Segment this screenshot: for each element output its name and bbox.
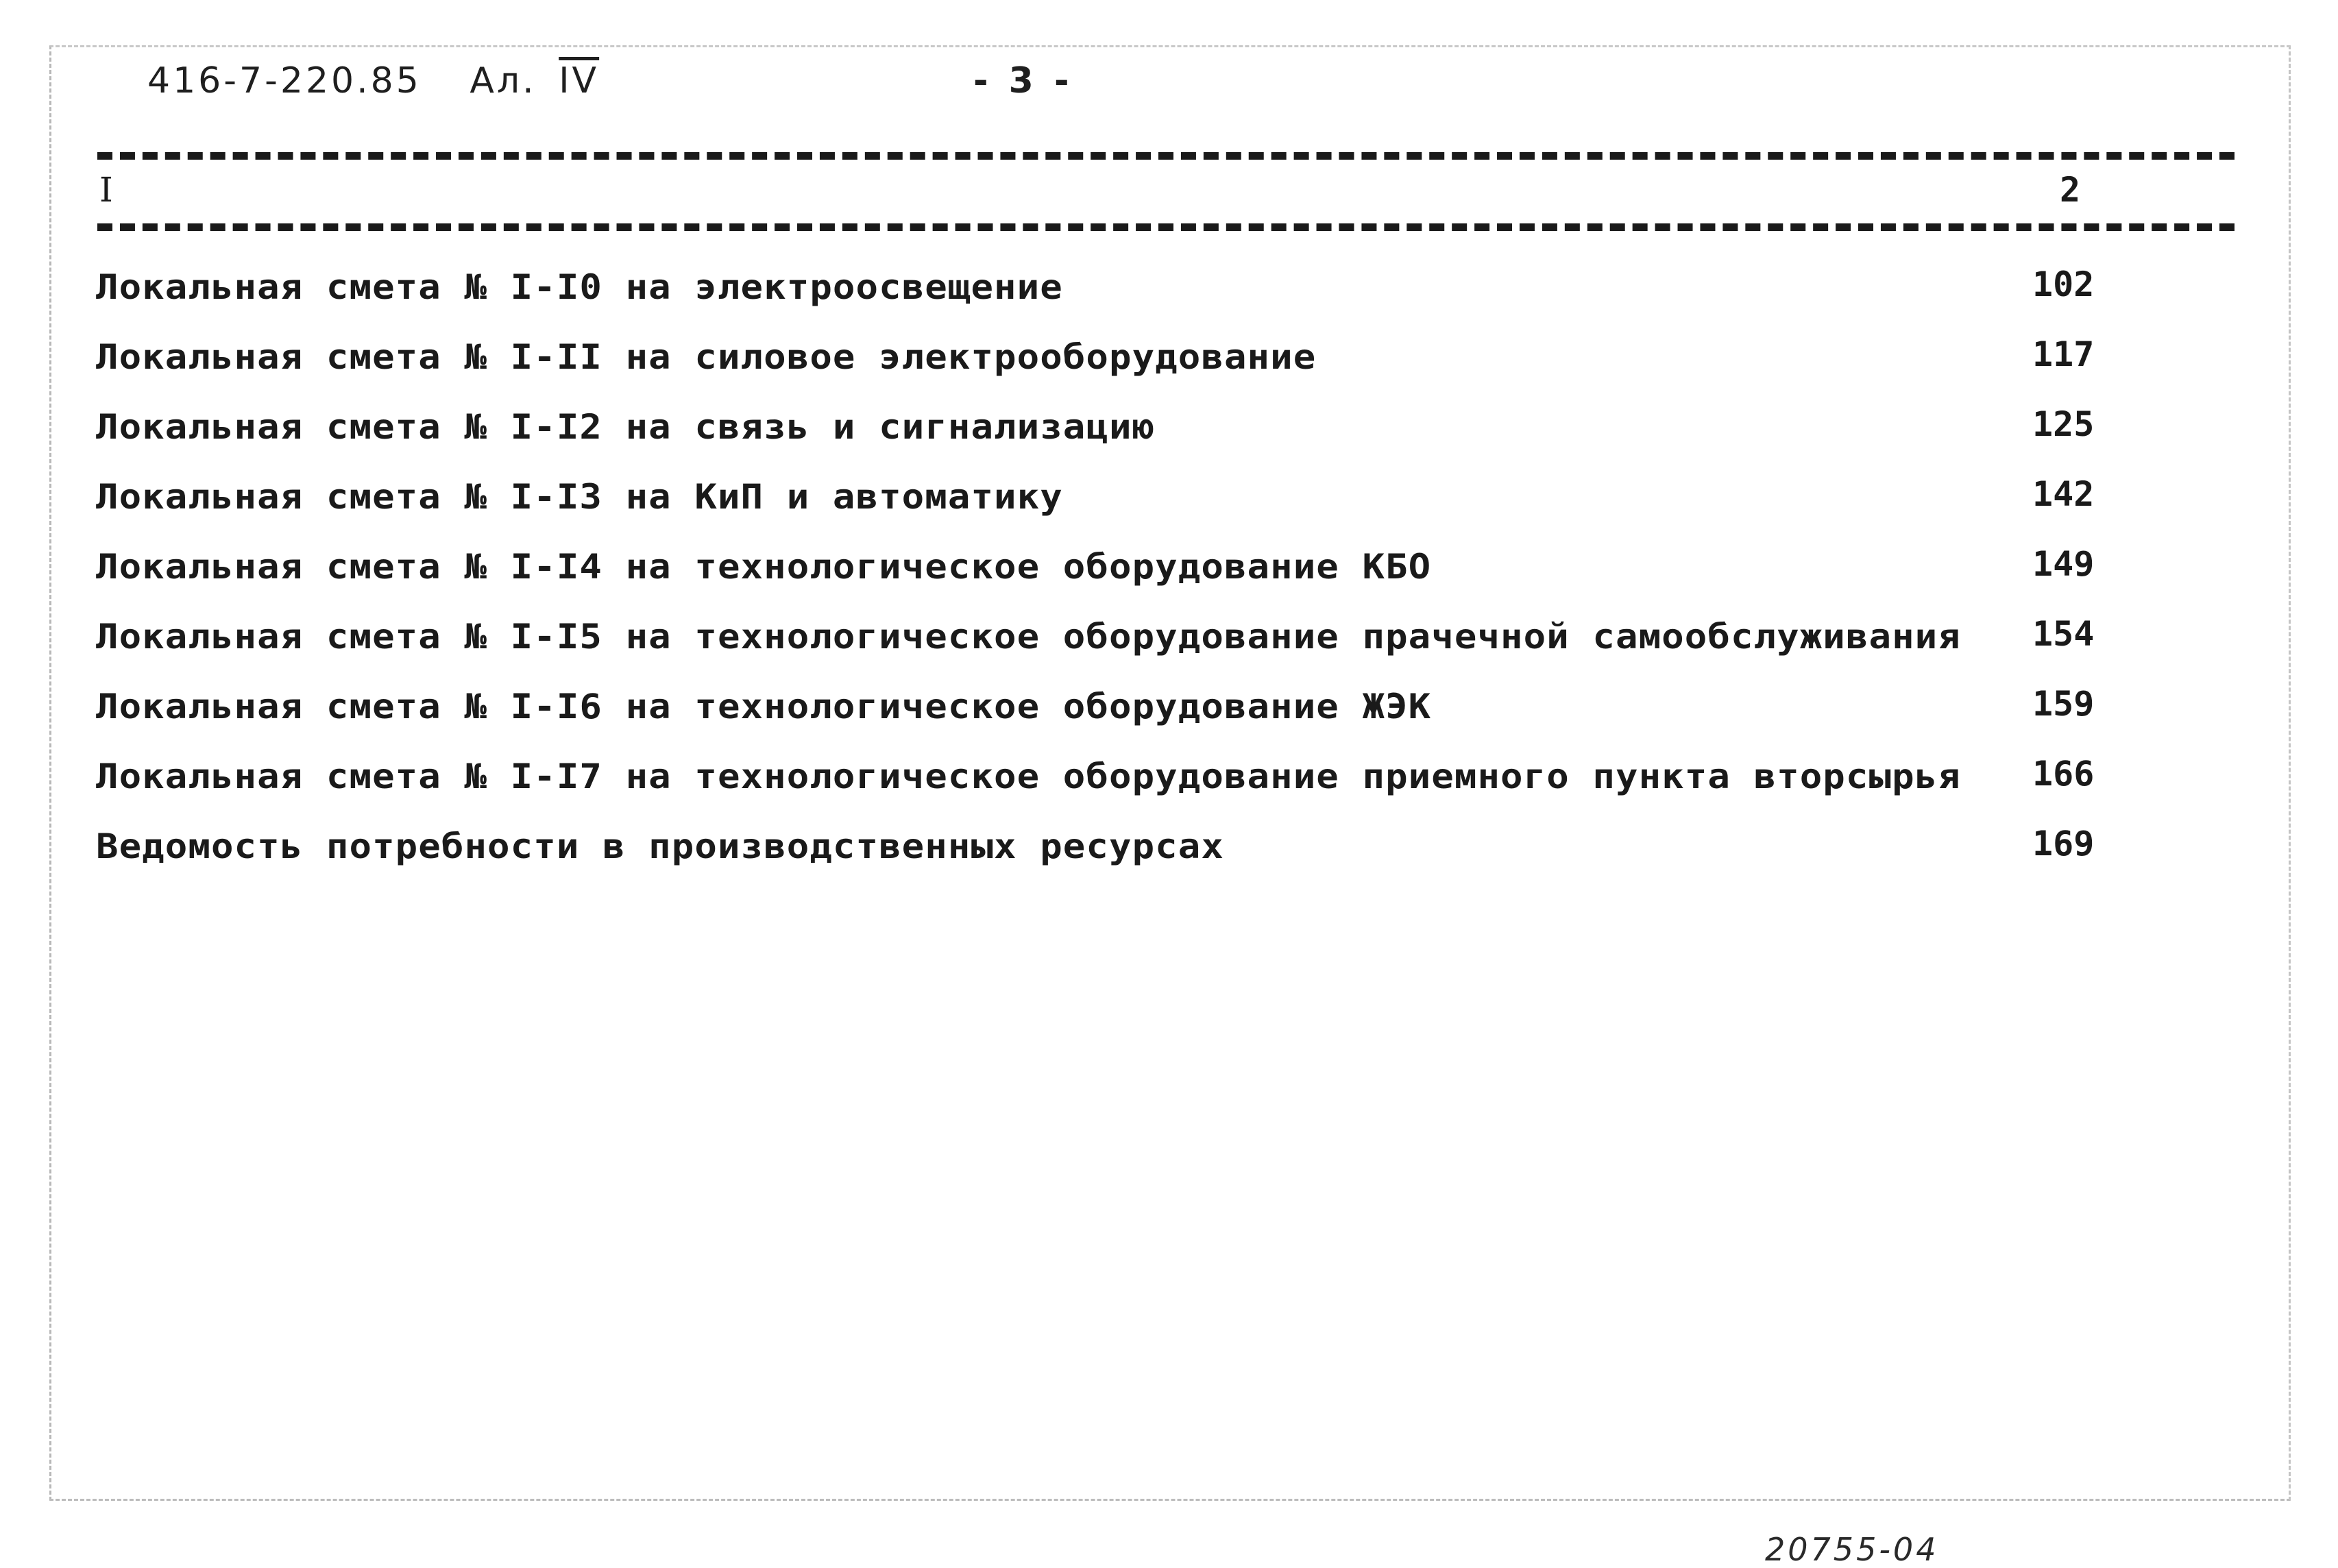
table-row xyxy=(96,614,2255,687)
row-title: Локальная смета № I-I7 на технологическое оборудование приемного пункта вторсырья xyxy=(96,757,1961,796)
table-row xyxy=(96,684,2255,757)
sheet-number: $\overline{IV}$ xyxy=(559,60,600,101)
column-header-title: I xyxy=(99,170,113,210)
row-page-number: 154 xyxy=(2032,614,2095,654)
table-row xyxy=(96,334,2255,407)
table-row xyxy=(96,267,2255,337)
row-page-number: 166 xyxy=(2032,754,2095,794)
table-row xyxy=(96,474,2255,547)
row-title: Локальная смета № I-I3 на КиП и автоматику xyxy=(96,477,1063,517)
table-row xyxy=(96,404,2255,477)
row-page-number: 117 xyxy=(2032,334,2095,374)
row-page-number: 125 xyxy=(2032,404,2095,444)
column-header-page: 2 xyxy=(2060,170,2081,210)
row-title: Локальная смета № I-I4 на технологическое оборудование КБО xyxy=(96,547,1432,587)
table-row xyxy=(96,826,2255,896)
row-page-number: 142 xyxy=(2032,474,2095,514)
table-row xyxy=(96,544,2255,617)
row-title: Ведомость потребности в производственных ресурсах xyxy=(96,826,1224,866)
row-page-number: 102 xyxy=(2032,265,2095,304)
page-number: - 3 - xyxy=(973,60,1073,101)
document-code: 416-7-220.85 xyxy=(147,60,422,101)
document-header xyxy=(147,60,599,101)
row-page-number: 159 xyxy=(2032,684,2095,724)
row-title: Локальная смета № I-I5 на технологическое оборудование прачечной самообслуживания xyxy=(96,617,1961,657)
row-title: Локальная смета № I-I2 на связь и сигнализацию xyxy=(96,407,1156,447)
archive-number: 20755-04 xyxy=(1765,1531,1939,1568)
contents-table xyxy=(96,267,2255,896)
row-page-number: 169 xyxy=(2032,824,2095,863)
row-page-number: 149 xyxy=(2032,544,2095,584)
row-title: Локальная смета № I-II на силовое электрооборудование xyxy=(96,337,1317,377)
table-row xyxy=(96,754,2255,826)
sheet-label: Ал. xyxy=(470,60,537,101)
row-title: Локальная смета № I-I0 на электроосвещение xyxy=(96,267,1063,307)
table-header-rule xyxy=(97,223,2235,231)
table-top-rule xyxy=(97,152,2235,160)
row-title: Локальная смета № I-I6 на технологическое оборудование ЖЭК xyxy=(96,687,1432,726)
